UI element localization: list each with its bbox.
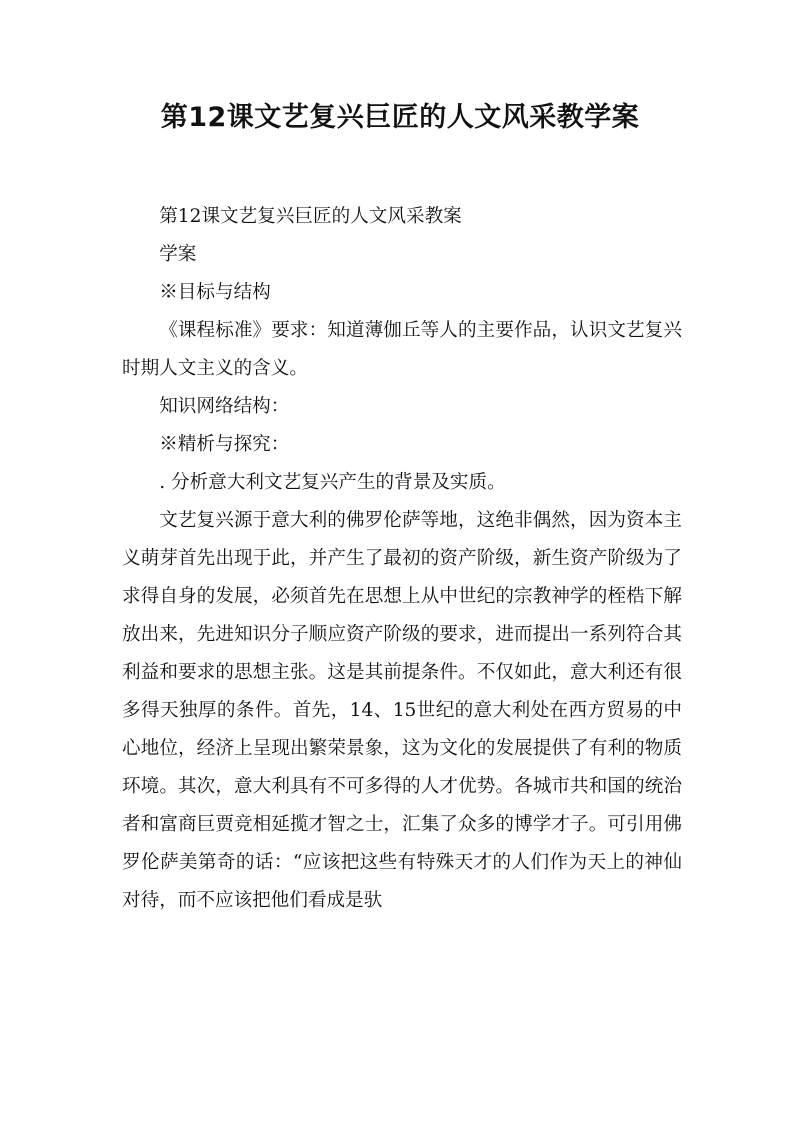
paragraph-subtitle: 第12课文艺复兴巨匠的人文风采教案 bbox=[159, 206, 462, 227]
document-title: 第12课文艺复兴巨匠的人文风采教学案 bbox=[160, 102, 640, 133]
paragraph-goals-heading: ※目标与结构 bbox=[159, 282, 271, 303]
paragraph-analysis-heading: ※精析与探究： bbox=[159, 434, 290, 455]
paragraph-section-label: 学案 bbox=[159, 244, 197, 265]
paragraph-curriculum-requirement: 《课程标准》要求：知道薄伽丘等人的主要作品，认识文艺复兴时期人文主义的含义。 bbox=[122, 320, 682, 379]
paragraph-question: . 分析意大利文艺复兴产生的背景及实质。 bbox=[159, 472, 506, 493]
paragraph-knowledge-structure: 知识网络结构： bbox=[159, 396, 290, 417]
document-body bbox=[122, 198, 682, 920]
paragraph-main-text: 文艺复兴源于意大利的佛罗伦萨等地，这绝非偶然，因为资本主义萌芽首先出现于此，并产生了最初的资产阶级，新生资产阶级为了求得自身的发展，必须首先在思想上从中世纪的宗教神学的桎梏下解放出来，先进知识分子顺应资产阶级的要求，进而提出一系列符合其利益和要求的思想主张。这是其前提条件。不仅如此，意大利还有很多得天独厚的条件。首先，14、15世纪的意大利处在西方贸易的中心地位，经济上呈现出繁荣景象，这为文化的发展提供了有利的物质环境。其次，意大利具有不可多得的人才优势。各城市共和国的统治者和富商巨贾竞相延揽才智之士，汇集了众多的博学才子。可引用佛罗伦萨美第奇的话：“应该把这些有特殊天才的人们作为天上的神仙对待，而不应该把他们看成是驮 bbox=[122, 510, 682, 911]
